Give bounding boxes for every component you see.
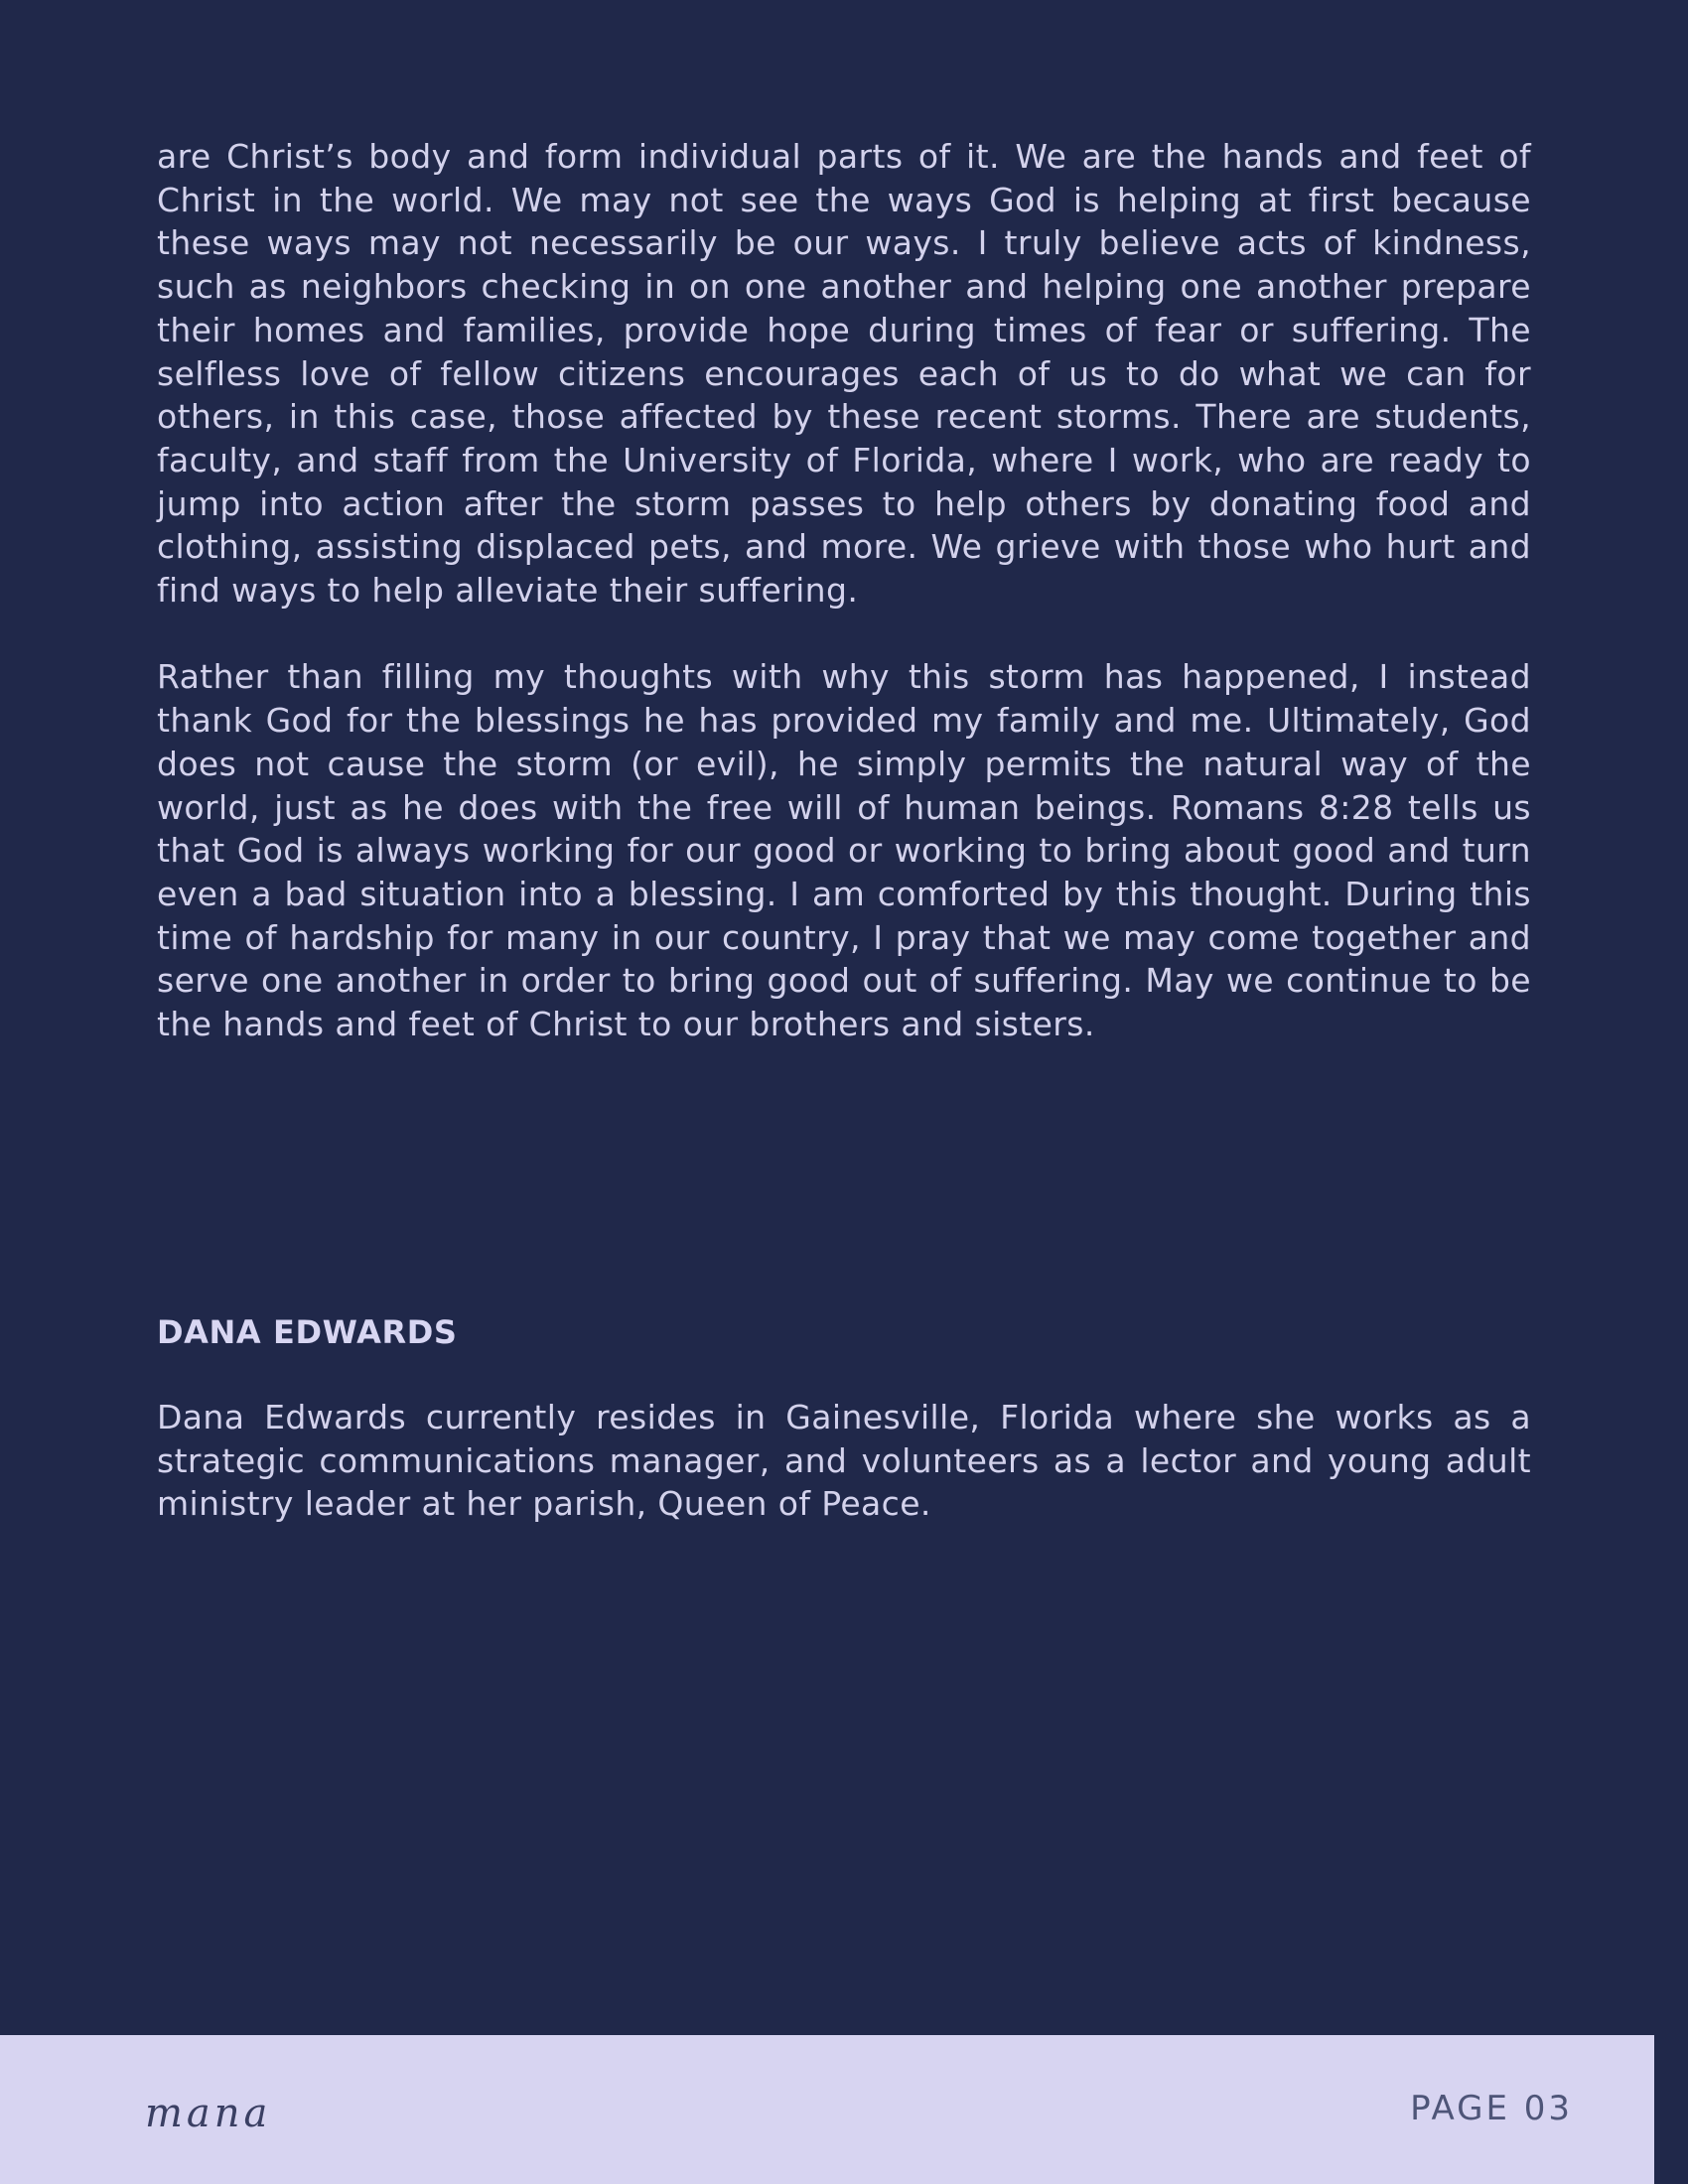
page-number: PAGE 03 xyxy=(1410,2089,1573,2128)
article-paragraph-2: Rather than filling my thoughts with why this storm has happened, I instead thank God for the blessings he has provided my family and me. Ultimately, God does not cause the storm (or evil), he simply permits the natural way of the world, just as he does with the free will of human beings. Romans 8:28 tells us that God is always working for our good or working to bring about good and turn even a bad situation into a blessing. I am comforted by this thought. During this time of hardship for many in our country, I pray that we may come together and serve one another in order to bring good out of suffering. May we continue to be the hands and feet of Christ to our brothers and sisters. xyxy=(157,657,1531,1044)
article-body xyxy=(157,135,1531,1046)
page-footer xyxy=(0,2035,1654,2184)
article-paragraph-1: are Christ’s body and form individual parts of it. We are the hands and feet of Christ in the world. We may not see the ways God is helping at first because these ways may not necessarily be our ways. I truly believe acts of kindness, such as neighbors checking in on one another and helping one another prepare their homes and families, provide hope during times of fear or suffering. The selfless love of fellow citizens encourages each of us to do what we can for others, in this case, those affected by these recent storms. There are students, faculty, and staff from the University of Florida, where I work, who are ready to jump into action after the storm passes to help others by donating food and clothing, assisting displaced pets, and more. We grieve with those who hurt and find ways to help alleviate their suffering. xyxy=(157,137,1531,611)
author-bio-text: Dana Edwards currently resides in Gainesville, Florida where she works as a strategic communications manager, and volunteers as a lector and young adult ministry leader at her parish, Queen of Peace. xyxy=(157,1398,1531,1524)
footer-logo: mana xyxy=(145,2091,272,2136)
author-name: DANA EDWARDS xyxy=(157,1313,458,1351)
author-bio xyxy=(157,1308,1531,1526)
